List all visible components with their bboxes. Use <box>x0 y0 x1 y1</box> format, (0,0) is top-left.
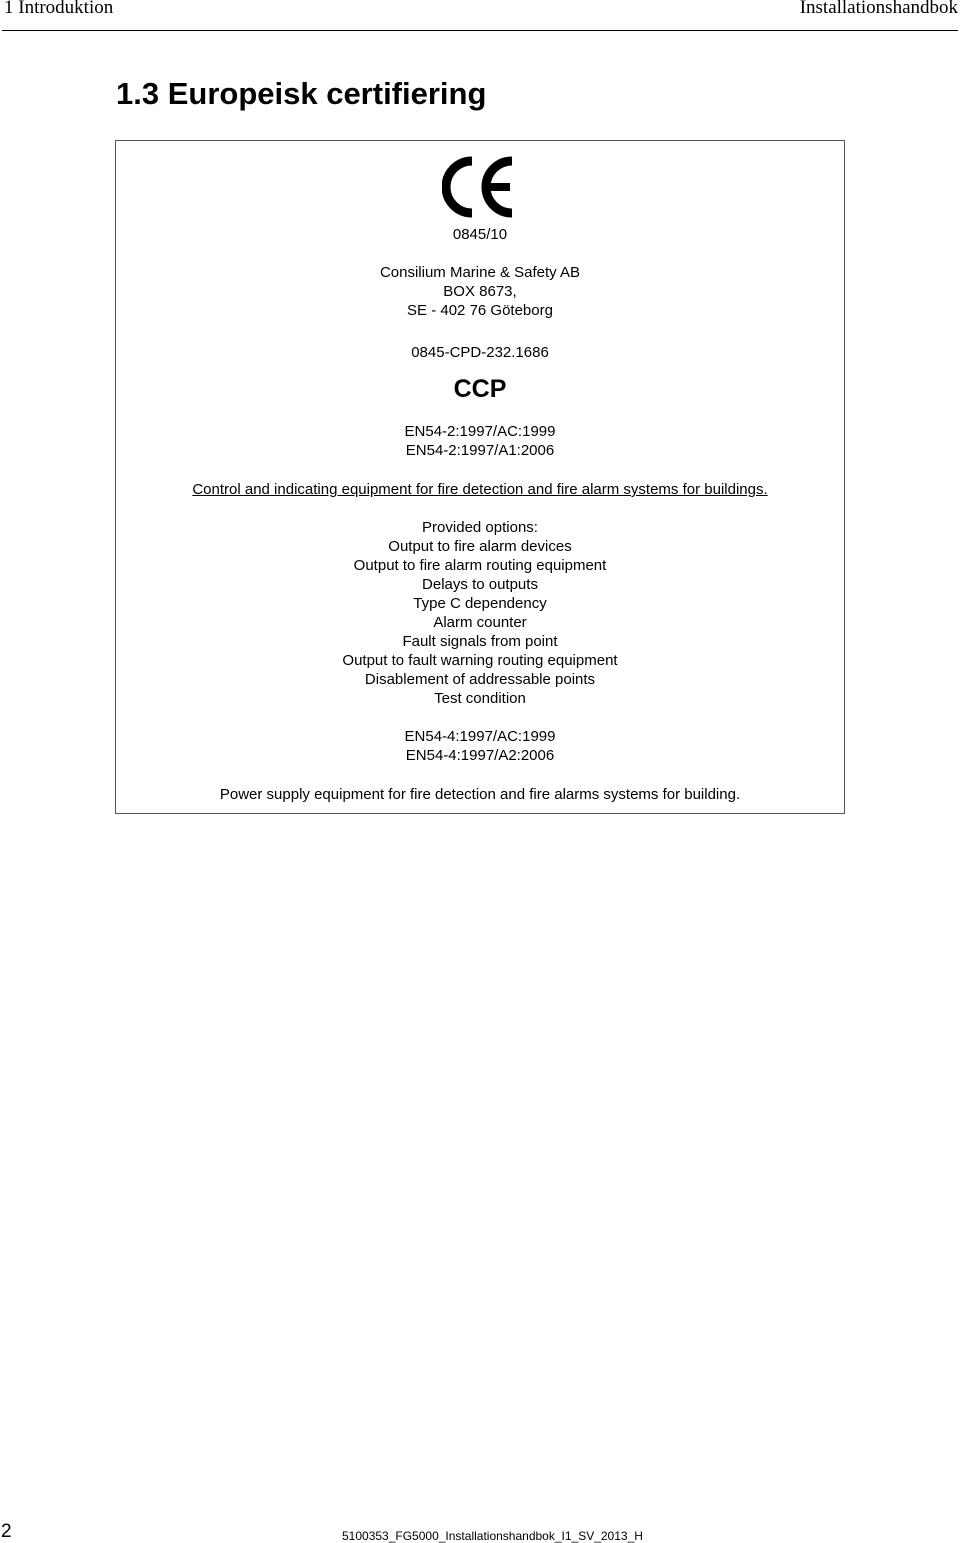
control-description: Control and indicating equipment for fire detection and fire alarm systems for buildings. <box>192 481 768 498</box>
options-heading: Provided options: <box>422 519 538 536</box>
document-id: 5100353_FG5000_Installationshandbok_I1_SV_2013_H <box>342 1529 643 1543</box>
option-item: Delays to outputs <box>422 576 538 593</box>
running-header <box>2 0 958 31</box>
standard-en54-2-a1: EN54-2:1997/A1:2006 <box>405 442 555 459</box>
manufacturer-name: Consilium Marine & Safety AB <box>379 264 581 281</box>
option-item: Type C dependency <box>413 595 547 612</box>
page-number: 2 <box>1 1521 12 1542</box>
chapter-title: 1 Introduktion <box>4 0 114 18</box>
option-item: Output to fault warning routing equipment <box>342 652 618 669</box>
option-item: Output to fire alarm devices <box>388 538 572 555</box>
option-item: Alarm counter <box>433 614 527 631</box>
product-name: CCP <box>453 375 507 403</box>
standard-en54-4-a2: EN54-4:1997/A2:2006 <box>405 747 555 764</box>
certificate-number: 0845-CPD-232.1686 <box>411 344 549 361</box>
standard-en54-4-ac: EN54-4:1997/AC:1999 <box>404 728 556 745</box>
ce-mark-icon <box>442 155 518 219</box>
option-item: Output to fire alarm routing equipment <box>353 557 607 574</box>
year-code: 0845/10 <box>452 226 508 243</box>
manufacturer-city: SE - 402 76 Göteborg <box>407 302 553 319</box>
manufacturer-box: BOX 8673, <box>443 283 517 300</box>
option-item: Disablement of addressable points <box>364 671 596 688</box>
certification-box <box>115 140 845 814</box>
option-item: Test condition <box>434 690 526 707</box>
book-title: Installationshandbok <box>799 0 958 18</box>
section-title: 1.3 Europeisk certifiering <box>116 76 487 111</box>
power-description: Power supply equipment for fire detection and fire alarms systems for building. <box>219 786 741 803</box>
option-item: Fault signals from point <box>402 633 558 650</box>
standard-en54-2-ac: EN54-2:1997/AC:1999 <box>404 423 556 440</box>
